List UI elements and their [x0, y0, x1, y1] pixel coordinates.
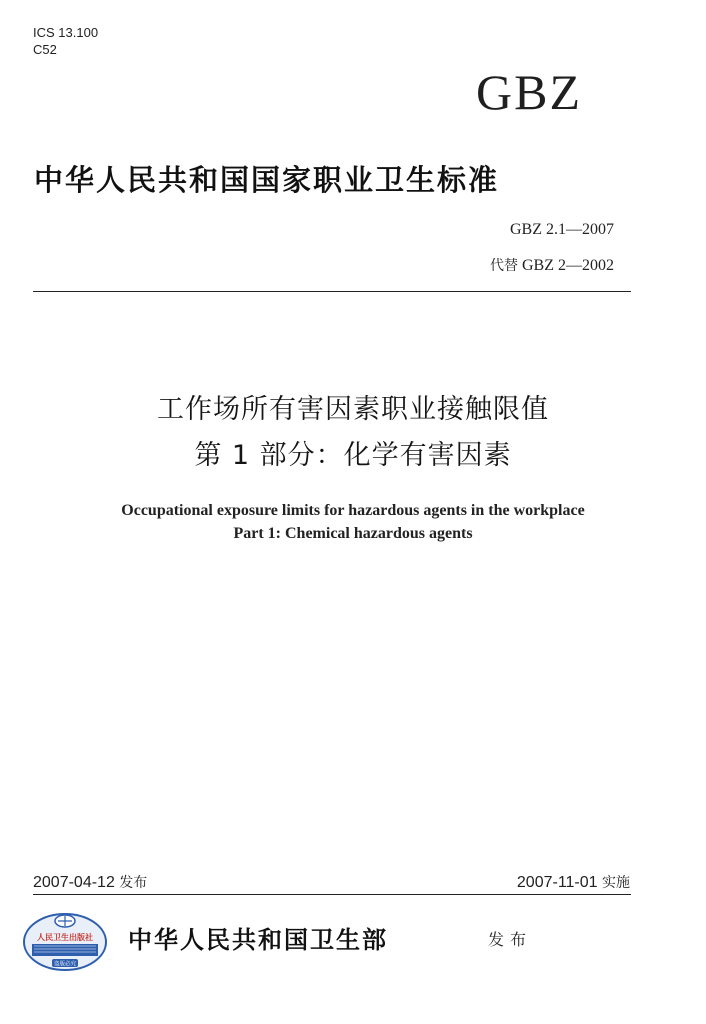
- title-en-line-2: Part 1: Chemical hazardous agents: [233, 525, 473, 542]
- ccs-code: C52: [33, 42, 57, 57]
- replaces-number: GBZ 2—2002: [522, 257, 614, 274]
- ics-code: ICS 13.100: [33, 25, 99, 40]
- title-cn-line-1: 工作场所有害因素职业接触限值: [157, 394, 549, 425]
- issue-date-value: 2007-04-12: [33, 874, 115, 891]
- publisher-name: 中华人民共和国卫生部: [128, 925, 388, 954]
- issue-date-suffix: 发布: [119, 875, 148, 891]
- title-cn-line-2: 第 1 部分：化学有害因素: [194, 440, 512, 471]
- logo-text-top: 人民卫生出版社: [37, 933, 93, 942]
- replaces-prefix: 代替: [490, 258, 518, 274]
- top-divider: [33, 291, 631, 292]
- bottom-divider: [33, 894, 631, 895]
- logo-text-bottom: 盗版必究: [53, 961, 77, 968]
- publish-verb: 发布: [488, 930, 533, 949]
- title-en-line-1: Occupational exposure limits for hazardous agents in the workplace: [121, 502, 585, 519]
- publisher-logo: [22, 910, 108, 972]
- standard-category-title: 中华人民共和国国家职业卫生标准: [34, 163, 500, 197]
- impl-date-value: 2007-11-01: [516, 874, 598, 891]
- issue-date: [33, 873, 147, 893]
- standard-mark: GBZ: [476, 64, 582, 120]
- publisher-logo-icon: [22, 910, 108, 972]
- impl-date-suffix: 实施: [602, 875, 630, 891]
- implementation-date: [517, 873, 630, 893]
- standard-number: GBZ 2.1—2007: [510, 221, 614, 238]
- replaces-line: [490, 256, 614, 276]
